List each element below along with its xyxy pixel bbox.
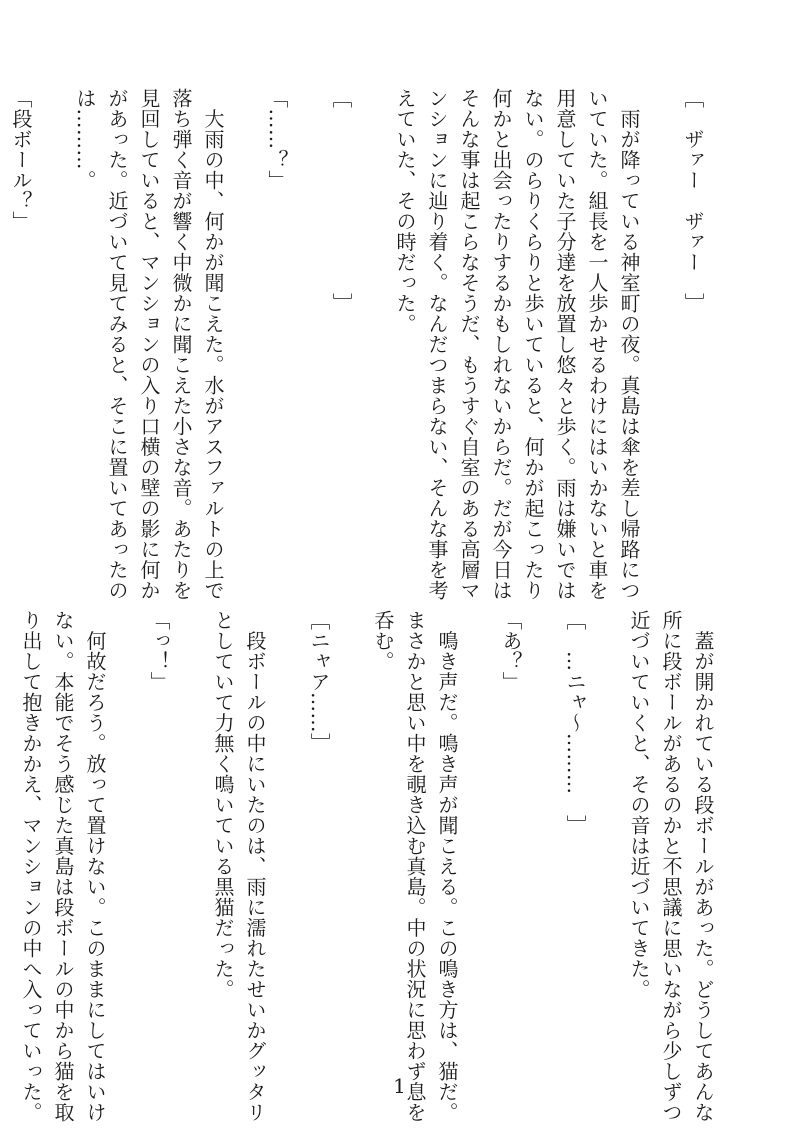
text-line: えていた、その時だった。 [393,88,417,334]
text-line: 雨が降っている神室町の夜。真島は傘を差し帰路につ [617,88,641,601]
text-line: 見回していると、マンションの入り口横の壁の影に何か [137,88,161,601]
text-line: ［ ザァー ザァー ］ [681,88,705,314]
text-line: 「あ？」 [499,610,523,692]
text-line: 呑む。 [371,610,395,672]
text-line: としていて力無く鳴いている黒猫だった。 [211,610,235,1000]
text-line [175,610,207,1060]
text-block-bottom [19,610,719,1123]
text-line: ［ニャア……］ [307,610,331,754]
text-line [335,610,367,1060]
text-line [37,88,69,558]
page-number: 1 [393,1074,406,1098]
text-line: り出して抱きかかえ、マンションの中へ入っていった。 [19,610,43,1123]
text-line [357,88,389,558]
text-line: ［ …ニャ〜……… ］ [563,610,587,836]
text-line [527,610,559,1060]
text-line: 段ボールの中にいたのは、雨に濡れたせいかグッタリ [243,610,267,1123]
text-line [645,88,677,558]
text-line [271,610,303,1060]
text-line: 何故だろう。放って置けない。このままにしてはいけ [83,610,107,1123]
text-line: ない。本能でそう感じた真島は段ボールの中から猫を取 [51,610,75,1123]
text-line [591,610,623,1060]
text-block-top [9,88,709,601]
text-line [293,88,325,558]
text-line: 「……？」 [265,88,289,191]
text-line: 何かと出会ったりするかもしれないからだ。だが今日は [489,88,513,601]
text-line: 用意していた子分達を放置し悠々と歩く。雨は嫌いでは [553,88,577,601]
text-line: 大雨の中、何かが聞こえた。水がアスファルトの上で [201,88,225,601]
text-line: いていた。組長を一人歩かせるわけにはいかないと車を [585,88,609,601]
text-line: 鳴き声だ。鳴き声が聞こえる。この鳴き方は、猫だ。 [435,610,459,1123]
text-line: 蓋が開かれている段ボールがあった。どうしてあんな [691,610,715,1123]
text-line: は………。 [73,88,97,191]
text-line: ［ ］ [329,88,353,314]
text-line: ない。のらりくらりと歩いていると、何かが起こったり [521,88,545,601]
text-line: 近づいていくと、その音は近づいてきた。 [627,610,651,1000]
text-line: ンションに辿り着く。なんだつまらない、そんな事を考 [425,88,449,601]
text-line: 落ち弾く音が響く中微かに聞こえた小さな音。あたりを [169,88,193,601]
text-line: 「っ！」 [147,610,171,692]
text-line: 「段ボール？」 [9,88,33,232]
text-line [463,610,495,1060]
text-line: があった。近づいて見てみると、そこに置いてあったの [105,88,129,601]
text-line: そんな事は起こらなそうだ、もうすぐ自室のある高層マ [457,88,481,601]
text-line [111,610,143,1060]
text-line [229,88,261,558]
text-line: 所に段ボールがあるのかと不思議に思いながら少しずつ [659,610,683,1123]
text-line: まさかと思い中を覗き込む真島。中の状況に思わず息を [403,610,427,1123]
